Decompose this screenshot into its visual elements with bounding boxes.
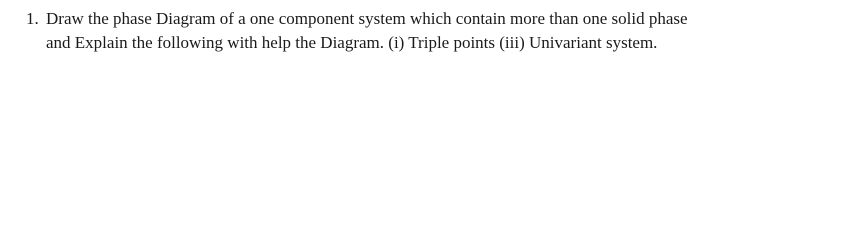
question-number: 1. [26,9,39,28]
question-text-line-1: Draw the phase Diagram of a one component system which contain more than one solid phase [46,9,688,28]
question-text-line-2: and Explain the following with help the Diagram. (i) Triple points (iii) Univariant system. [46,33,658,52]
question-block [0,0,854,66]
